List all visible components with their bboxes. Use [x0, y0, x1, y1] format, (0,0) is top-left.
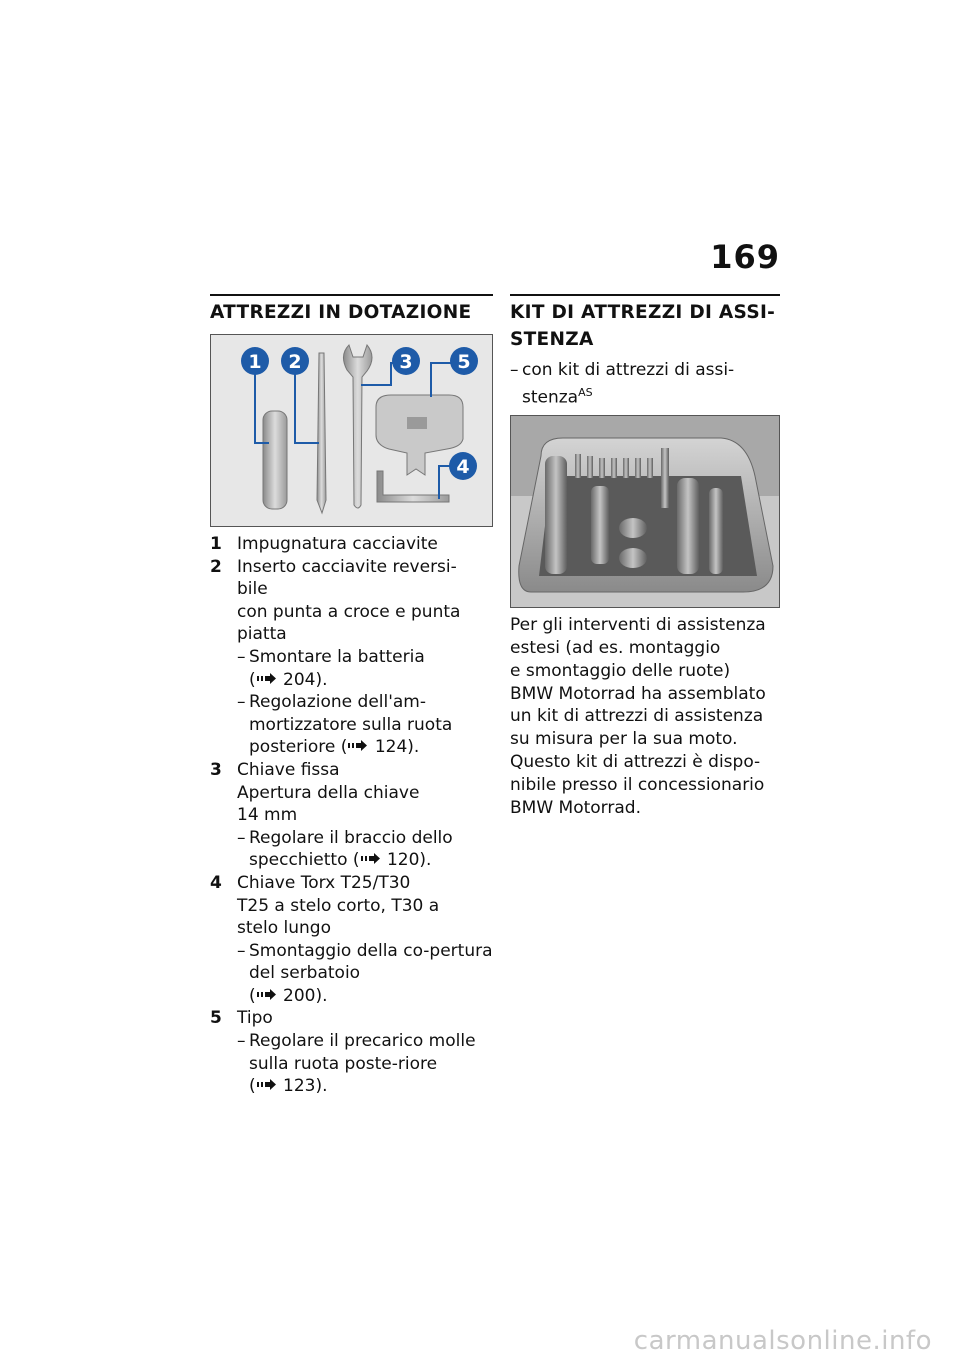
section-heading-kit: KIT DI ATTREZZI DI ASSI- STENZA [510, 302, 776, 350]
page-arrow-icon [257, 1079, 277, 1090]
list-item [210, 759, 493, 872]
page-arrow-icon [257, 673, 277, 684]
paragraph-line: nibile presso il concessionario [510, 774, 765, 795]
page-reference-link[interactable]: ( 200). [249, 985, 328, 1006]
page-arrow-icon [361, 853, 381, 864]
page-arrow-icon [257, 989, 277, 1000]
page-reference-link[interactable]: ( 123). [249, 1076, 328, 1097]
item-number: 5 [210, 1008, 222, 1029]
item-number: 3 [210, 759, 222, 780]
sub-item-text: Regolare il precarico molle sulla ruota poste-riore [249, 1031, 476, 1074]
service-kit-figure [510, 415, 780, 608]
paragraph-line: e smontaggio delle ruote) [510, 660, 731, 681]
item-text: bile [237, 579, 268, 600]
page-arrow-icon [348, 740, 368, 751]
list-item [210, 533, 493, 556]
item-number: 1 [210, 534, 222, 554]
section-heading-tools: ATTREZZI IN DOTAZIONE [210, 302, 472, 323]
option-code-badge: AS [578, 385, 593, 399]
sub-item-text: Regolare il braccio dello specchietto [249, 827, 453, 871]
watermark-footer [0, 1322, 960, 1362]
paragraph-line: BMW Motorrad. [510, 797, 641, 818]
paragraph-line: Per gli interventi di assistenza [510, 615, 766, 636]
item-text: Tipo [237, 1008, 273, 1029]
item-text: Inserto cacciavite reversi- [237, 556, 457, 577]
sub-item: – Regolare il braccio dello specchietto ( 120). [237, 827, 453, 871]
paragraph-line: un kit di attrezzi di assistenza [510, 706, 764, 727]
right-column [510, 294, 780, 819]
kit-description [510, 614, 780, 819]
page-reference-link[interactable]: ( 120). [352, 850, 432, 871]
left-column [210, 294, 493, 1098]
sub-item: – Smontaggio della co-pertura del serbatoio ( 200). [237, 940, 493, 1006]
toolkit-figure [210, 334, 493, 527]
item-text: 14 mm [237, 805, 298, 826]
paragraph-line: estesi (ad es. montaggio [510, 638, 721, 659]
kit-item-text: stenza [522, 387, 579, 408]
list-item [210, 556, 493, 759]
kit-availability-item: – con kit di attrezzi di assi- stenza$^{AS}$ [510, 360, 735, 408]
item-number: 4 [210, 872, 222, 893]
paragraph-line: su misura per la sua moto. [510, 729, 738, 750]
sub-item: – Regolare il precarico molle sulla ruota poste-riore ( 123). [237, 1031, 476, 1097]
watermark-text: carmanualsonline.info [633, 1326, 932, 1356]
page-reference-link[interactable]: ( 204). [249, 669, 328, 690]
item-text: piatta [237, 624, 287, 645]
item-text: stelo lungo [237, 918, 331, 939]
callout-5: 5 [457, 351, 471, 373]
item-text: Impugnatura cacciavite [237, 534, 438, 554]
page-reference-link[interactable]: ( 124). [340, 737, 420, 758]
callout-4: 4 [456, 456, 470, 478]
item-number: 2 [210, 556, 222, 577]
sub-item-text: Smontaggio della co-pertura del serbatoio [249, 940, 493, 984]
page-number: 169 [710, 238, 780, 276]
section-rule [510, 294, 780, 296]
item-text: Chiave fissa [237, 759, 340, 780]
section-rule [210, 294, 493, 296]
list-item [210, 872, 493, 1008]
paragraph-line: Questo kit di attrezzi è dispo- [510, 752, 761, 773]
paragraph-line: BMW Motorrad ha assemblato [510, 683, 766, 704]
callout-3: 3 [399, 351, 413, 373]
sub-item: – Smontare la batteria ( 204). [237, 646, 425, 690]
kit-item-text: con kit di attrezzi di assi- [522, 360, 735, 380]
item-text: con punta a croce e punta [237, 601, 461, 622]
screwdriver-bit-shape [317, 353, 326, 513]
open-wrench-shape [343, 345, 372, 508]
item-text: Apertura della chiave [237, 782, 420, 803]
sub-item-text: Smontare la batteria [249, 646, 425, 667]
sub-item: – Regolazione dell'am-mortizzatore sulla ruota posteriore ( 124). [237, 692, 453, 758]
item-text: Chiave Torx T25/T30 [237, 872, 411, 893]
callout-1: 1 [248, 351, 262, 373]
sub-item-text: Regolazione dell'am-mortizzatore sulla ruota posteriore [249, 692, 453, 758]
service-kit-photo [511, 416, 779, 607]
item-text: T25 a stelo corto, T30 a [237, 895, 440, 916]
toolkit-illustration [211, 335, 492, 526]
list-item [210, 1007, 493, 1097]
callout-2: 2 [288, 351, 302, 373]
tool-list [210, 533, 493, 1098]
screwdriver-handle-shape [263, 411, 287, 509]
